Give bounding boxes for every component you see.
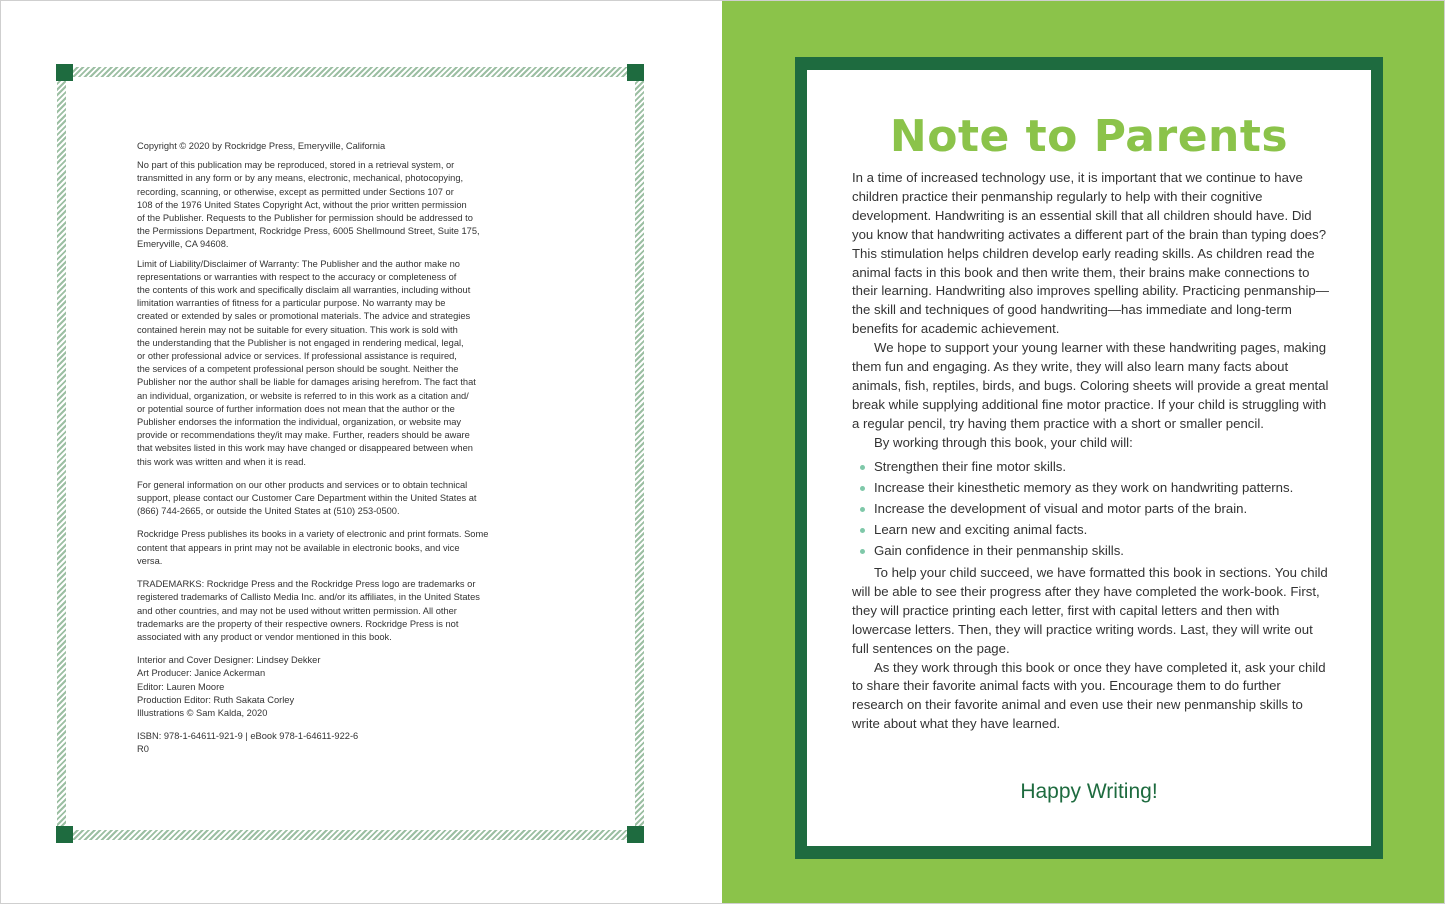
liability-line: Publisher nor the author shall be liable for damages arising herefrom. The fact that (137, 377, 476, 388)
liability-line: that websites listed in this work may have changed or disappeared between when (137, 443, 473, 454)
credit-art-producer: Art Producer: Janice Ackerman (137, 668, 266, 679)
bullet-dot-icon (860, 507, 865, 512)
rights-line: of the Publisher. Requests to the Publisher for permission should be addressed to (137, 213, 473, 224)
bullet-dot-icon (860, 528, 865, 533)
credits-list (137, 654, 557, 720)
frame-border-left (57, 77, 66, 831)
note-to-parents-page (722, 0, 1445, 904)
rights-line: transmitted in any form or by any means, electronic, mechanical, photocopying, (137, 173, 464, 184)
formats-line: content that appears in print may not be available in electronic books, and vice (137, 542, 460, 553)
frame-border-bottom (65, 830, 635, 840)
frame-corner-bottom-left (56, 826, 73, 843)
credit-designer: Interior and Cover Designer: Lindsey Dekker (137, 655, 321, 666)
liability-line: limitation warranties of fitness for a particular purpose. No warranty may be (137, 298, 446, 309)
credit-illustrations: Illustrations © Sam Kalda, 2020 (137, 707, 268, 718)
copyright-page (0, 0, 722, 904)
liability-line: created or extended by sales or promotional materials. The advice and strategies (137, 311, 471, 322)
paragraph-list-lead: By working through this book, your child will: (874, 434, 1133, 450)
isbn-line: ISBN: 978-1-64611-921-9 | eBook 978-1-64611-922-6 (137, 731, 359, 742)
rights-line: the Permissions Department, Rockridge Press, 6005 Shellmound Street, Suite 175, (137, 226, 480, 237)
info-line: (866) 744-2665, or outside the United States at (510) 253-0500. (137, 506, 400, 517)
rights-line: Emeryville, CA 94608. (137, 239, 229, 250)
list-item (852, 541, 1330, 560)
isbn-block (137, 730, 557, 756)
paragraph-support: We hope to support your young learner with these handwriting pages, making them fun and engaging. As they write, they will also learn many facts about animals, fish, reptiles, birds, and bugs. Coloring sheets will provide a great mental break while supplying additional fine motor practice. If your child is struggling with a regular pencil, try having them practice with a short or smaller pencil. (852, 340, 1329, 431)
info-line: For general information on our other products and services or to obtain technical (137, 479, 468, 490)
note-body (852, 169, 1330, 734)
edition-code: R0 (137, 744, 149, 755)
info-line: support, please contact our Customer Care Department within the United States at (137, 493, 477, 504)
liability-line: an individual, organization, or website is referred to in this work as a citation and/ (137, 390, 469, 401)
liability-line: Limit of Liability/Disclaimer of Warranty: The Publisher and the author make no (137, 258, 460, 269)
liability-line: representations or warranties with respect to the accuracy or completeness of (137, 271, 457, 282)
list-item-text: Learn new and exciting animal facts. (874, 521, 1088, 537)
list-item-text: Increase the development of visual and motor parts of the brain. (874, 500, 1248, 516)
list-item (852, 457, 1330, 476)
list-item (852, 520, 1330, 539)
formats-line: Rockridge Press publishes its books in a variety of electronic and print formats. Some (137, 529, 489, 540)
frame-corner-top-left (56, 64, 73, 81)
list-item-text: Increase their kinesthetic memory as they work on handwriting patterns. (874, 479, 1294, 495)
trademarks-paragraph (137, 578, 557, 644)
rights-line: recording, scanning, or otherwise, except as permitted under Sections 107 or (137, 186, 454, 197)
info-paragraph (137, 479, 557, 519)
formats-line: versa. (137, 555, 163, 566)
bullet-dot-icon (860, 549, 865, 554)
paragraph-intro: In a time of increased technology use, it is important that we continue to have children practice their penmanship regularly to help with their cognitive development. Handwriting is an essential skill that all children should have. Did you know that handwriting activates a different part of the brain than typing does? This stimulation helps children develop early reading skills. As children read the animal facts in this book and then write them, their brains make connections to their learning. Handwriting also improves spelling ability. Practicing penmanship—the skill and techniques of good handwriting—has immediate and long-term benefits for academic achievement. (852, 170, 1329, 337)
paragraph-structure: To help your child succeed, we have formatted this book in sections. You child will be able to see their progress after they have completed the work-book. First, they will practice printing each letter, first with capital letters and then with lowercase letters. Then, they will practice writing words. Last, they will write out full sentences on the page. (852, 564, 1328, 656)
bullet-dot-icon (860, 486, 865, 491)
frame-border-right (635, 77, 644, 831)
liability-line: or other professional advice or services. If professional assistance is required, (137, 351, 457, 362)
credit-editor: Editor: Lauren Moore (137, 681, 225, 692)
liability-paragraph (137, 258, 557, 469)
rights-line: No part of this publication may be reproduced, stored in a retrieval system, or (137, 160, 455, 171)
list-item-text: Gain confidence in their penmanship skills. (874, 542, 1124, 558)
liability-line: or potential source of further information does not mean that the author or the (137, 403, 455, 414)
closing-line: Happy Writing! (1020, 780, 1158, 803)
list-item (852, 478, 1330, 497)
copyright-text-block (137, 140, 557, 767)
liability-line: the services of a competent professional person should be sought. Neither the (137, 364, 459, 375)
trademarks-line: associated with any product or vendor mentioned in this book. (137, 631, 392, 642)
rights-paragraph (137, 159, 557, 251)
page-title: Note to Parents (889, 111, 1289, 162)
frame-border-top (65, 67, 635, 77)
copyright-line: Copyright © 2020 by Rockridge Press, Emeryville, California (137, 141, 386, 151)
frame-corner-top-right (627, 64, 644, 81)
liability-line: this work was written and when it is read. (137, 456, 306, 467)
trademarks-line: TRADEMARKS: Rockridge Press and the Rockridge Press logo are trademarks or (137, 579, 476, 590)
paragraph-sharing: As they work through this book or once they have completed it, ask your child to share their favorite animal facts with you. Encourage them to do further research on their favorite animal and even use their new penmanship skills to write about what they have learned. (852, 659, 1326, 732)
liability-line: Publisher endorses the information the individual, organization, or website may (137, 417, 462, 428)
liability-line: the contents of this work and specifically disclaim all warranties, including without (137, 285, 471, 296)
benefits-list (852, 457, 1330, 560)
liability-line: provide or recommendations they/it may make. Further, readers should be aware (137, 430, 470, 441)
list-item (852, 499, 1330, 518)
trademarks-line: and other countries, and may not be used without written permission. All other (137, 605, 457, 616)
bullet-dot-icon (860, 465, 865, 470)
list-item-text: Strengthen their fine motor skills. (874, 458, 1067, 474)
liability-line: the understanding that the Publisher is not engaged in rendering medical, legal, (137, 337, 464, 348)
frame-corner-bottom-right (627, 826, 644, 843)
trademarks-line: registered trademarks of Callisto Media Inc. and/or its affiliates, in the United States (137, 592, 480, 603)
trademarks-line: trademarks are the property of their respective owners. Rockridge Press is not (137, 618, 459, 629)
rights-line: 108 of the 1976 United States Copyright Act, without the prior written permission (137, 199, 467, 210)
liability-line: contained herein may not be suitable for every situation. This work is sold with (137, 324, 458, 335)
credit-production-editor: Production Editor: Ruth Sakata Corley (137, 694, 295, 705)
formats-paragraph (137, 528, 557, 568)
